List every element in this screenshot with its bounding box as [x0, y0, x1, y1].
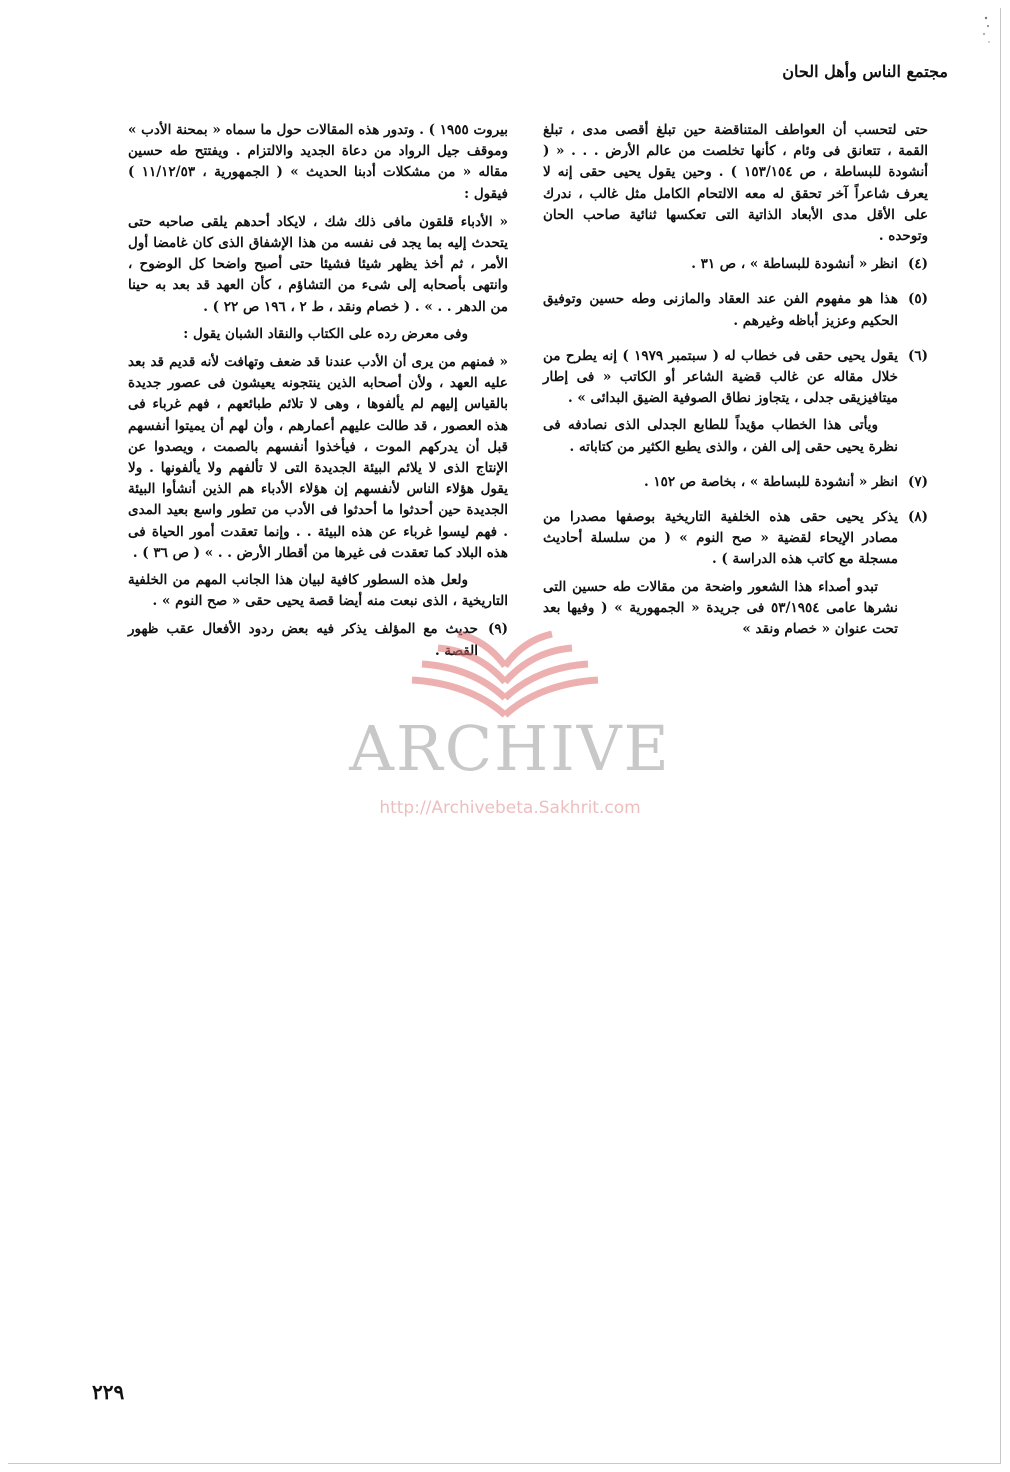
- footnote: [543, 254, 928, 281]
- left-quote-1: « الأدباء قلقون مافى ذلك شك ، لايكاد أحدهم يلقى صاحبه حتى يتحدث إليه بما يجد فى نفسه من هذا الإشفاق الذى كان غامضا أول الأمر ، ثم أخذ يظهر شيئا فشيئا حتى أصبح واضحا كل الوضوح ، وانتهى بأصحابه إلى شىء من التشاؤم ، كأن العهد قد بعد به حينا من الدهر . . » . ( خصام ونقد ، ط ٢ ، ١٩٦ ص ٢٢ ) .: [128, 213, 508, 315]
- footnote-text: حديث مع المؤلف يذكر فيه بعض ردود الأفعال عقب ظهور القصة .: [128, 621, 478, 659]
- left-paragraph-1: بيروت ١٩٥٥ ) . وتدور هذه المقالات حول ما سماه « بمحنة الأدب » وموقف جيل الرواد من دعاة الجديد والالتزام . ويفتتح طه حسين مقاله « من مشكلات أدبنا الحديث » ( الجمهورية ، ١١/١٢/٥٣ ) فيقول :: [128, 122, 508, 202]
- open-book-logo-icon: [400, 630, 610, 725]
- footnote-body: [543, 289, 898, 337]
- right-column: [543, 120, 928, 654]
- watermark-title: ARCHIVE: [349, 712, 671, 785]
- footnote-paragraph: انظر « أنشودة للبساطة » ، بخاصة ص ١٥٢ .: [643, 473, 898, 490]
- footnote-body: [543, 254, 898, 281]
- footnote-body: [543, 507, 898, 646]
- footnote: [543, 507, 928, 646]
- corner-marks: [962, 12, 992, 52]
- watermark-url: http://Archivebeta.Sakhrit.com: [379, 798, 641, 818]
- footnote-paragraph: يذكر يحيى حقى هذه الخلفية التاريخية بوصفها مصدرا من مصادر الإيحاء لقضية « صح النوم » ( من سلسلة أحاديث مسجلة مع كاتب هذه الدراسة ) .: [543, 509, 898, 568]
- footnote-number: (٥): [907, 291, 928, 308]
- footnote-number: (٧): [907, 473, 928, 490]
- footnote-paragraph: ويأتى هذا الخطاب مؤيداً للطابع الجدلى الذى نصادفه فى نظرة يحيى حقى إلى الفن ، والذى يطبع الكثير من كتاباته .: [543, 417, 898, 455]
- left-paragraph-2: وفى معرض رده على الكتاب والنقاد الشبان يقول :: [183, 325, 468, 342]
- left-column: [128, 120, 508, 670]
- footnote: [543, 346, 928, 464]
- footnote-number: (٤): [907, 256, 928, 273]
- footnote-number: (٦): [907, 347, 928, 364]
- left-quote-2: « فمنهم من يرى أن الأدب عندنا قد ضعف وتهافت لأنه قديم قد بعد عليه العهد ، ولأن أصحابه الذين ينتجونه يعيشون فى عصور جديدة بالقياس إليهم لم يألفوها ، وهى لا تلائم طبائعهم ، فهم غرباء فى هذه العصور ، قد طالت عليهم أعمارهم ، وأن لهم أن يميتوا أنفسهم قبل أن يدركهم الموت ، فيأخذوا أنفسهم بالصمت ، ويصدوا عن الإنتاج الذى لا يلائم البيئة الجديدة التى لا تألفهم ولا يألفونها . ولا يقول هؤلاء الناس لأنفسهم إن هؤلاء الأدباء هم الذين أنشأوا البيئة الجديدة حين أحدثوا ما أحدثوا فى الأدب من تطور واسع بعيد المدى . فهم ليسوا غرباء عن هذه البيئة . . وإنما تعقدت أمور الحياة فى هذه البلاد كما تعقدت فى غيرها من أقطار الأرض . . » ( ص ٣٦ ) .: [128, 354, 508, 561]
- footnote-number: (٩): [487, 621, 508, 638]
- footnote-paragraph: تبدو أصداء هذا الشعور واضحة من مقالات طه حسين التى نشرها عامى ٥٣/١٩٥٤ فى جريدة « الجمهورية » ( وفيها بعد تحت عنوان « خصام ونقد »: [543, 578, 898, 638]
- footnote: [543, 289, 928, 337]
- right-footnotes: [543, 254, 928, 646]
- footnote-paragraph: يقول يحيى حقى فى خطاب له ( سبتمبر ١٩٧٩ ) إنه يطرح من خلال مقاله عن غالب قضية الشاعر أو الكاتب « فى إطار ميتافيزيقى جدلى ، يتجاوز نطاق الصوفية الضيق البدائى » .: [543, 347, 898, 407]
- running-header: مجتمع الناس وأهل الحان: [782, 62, 948, 81]
- page-number: ٢٢٩: [92, 1380, 125, 1404]
- left-paragraph-3: ولعل هذه السطور كافية لبيان هذا الجانب المهم من الخلفية التاريخية ، الذى نبعت منه أيضا قصة يحيى حقى « صح النوم » .: [128, 572, 508, 610]
- footnote-paragraph: هذا هو مفهوم الفن عند العقاد والمازنى وطه حسين وتوفيق الحكيم وعزيز أباظه وغيرهم .: [543, 291, 898, 329]
- right-intro-paragraph: حتى لتحسب أن العواطف المتناقضة حين تبلغ أقصى مدى ، تبلغ القمة ، تتعانق فى وئام ، كأنها تخلصت من عالم الأرض . . . « ( أنشودة للبساطة ، ص ١٥٣/١٥٤ ) . وحين يقول يحيى حقى إنه لا يعرف شاعراً آخر تحقق له معه الالتحام الكامل مثل غالب ، ندرك على الأقل مدى الأبعاد الذاتية التى تعكسها ثنائية صاحب الحان وتوحده .: [543, 122, 928, 245]
- footnote-paragraph: انظر « أنشودة للبساطة » ، ص ٣١ .: [691, 256, 898, 273]
- footnote-number: (٨): [907, 509, 928, 526]
- footnote-body: [543, 472, 898, 499]
- footnote: [543, 472, 928, 499]
- footnote-body: [543, 346, 898, 464]
- archive-watermark: [300, 630, 720, 830]
